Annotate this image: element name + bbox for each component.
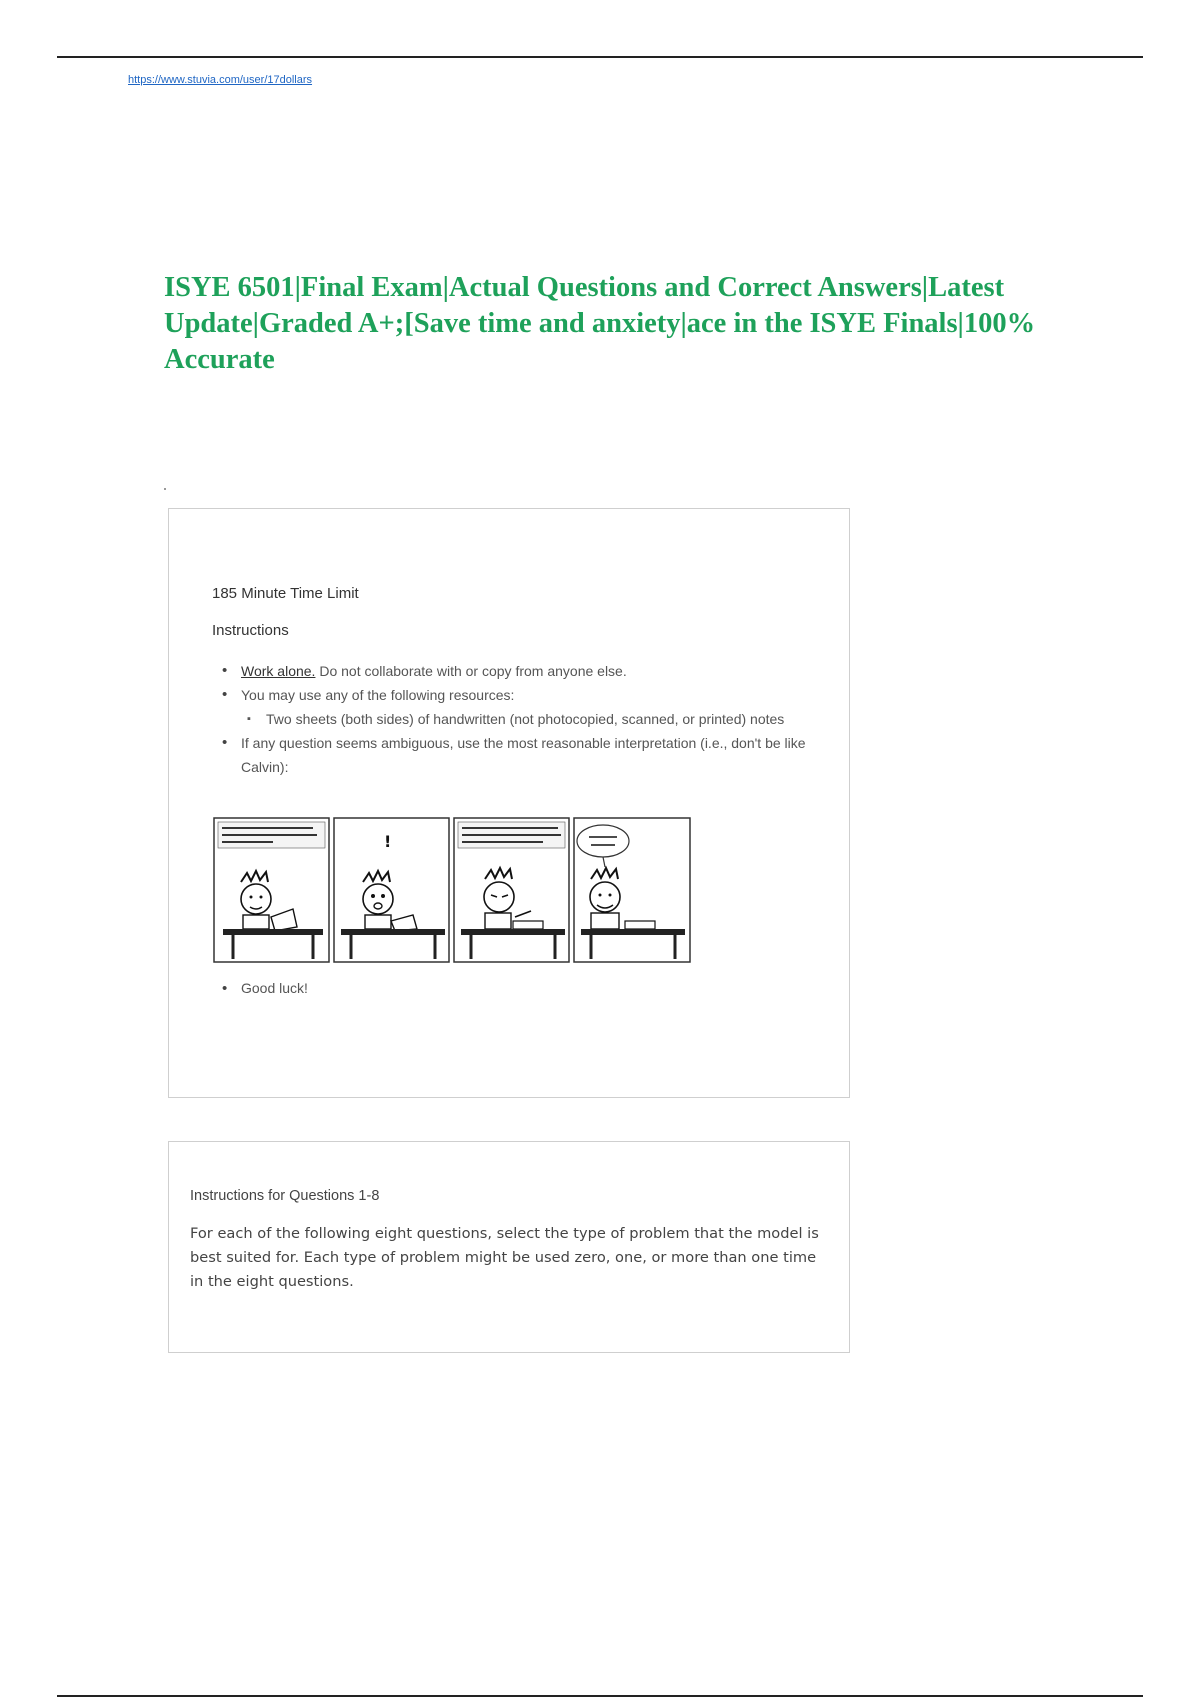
comic-panel-2 (334, 818, 449, 962)
comic-panel-3 (454, 818, 569, 962)
list-item-ambiguous: • If any question seems ambiguous, use the most reasonable interpretation (i.e., don't be like Calvin): (219, 731, 819, 779)
instructions-heading: Instructions (212, 622, 289, 639)
work-alone-link[interactable]: Work alone. (241, 663, 316, 679)
comic-panel-4 (574, 818, 690, 962)
questions-instructions-heading: Instructions for Questions 1-8 (190, 1188, 380, 1204)
svg-text:!: ! (384, 832, 392, 851)
list-item-work-alone (219, 659, 819, 683)
work-alone-text: Do not collaborate with or copy from anyone else. (315, 663, 627, 679)
exam-instructions-panel (168, 508, 850, 1098)
list-subitem-notes: ▪ Two sheets (both sides) of handwritten (not photocopied, scanned, or printed) notes (219, 707, 819, 731)
stray-dot (164, 488, 166, 490)
comic-panel-1 (214, 818, 329, 962)
bottom-rule (57, 1695, 1143, 1697)
good-luck-text: • Good luck! (219, 980, 308, 996)
calvin-comic-strip (213, 817, 691, 963)
instructions-list (219, 659, 819, 779)
document-title: ISYE 6501|Final Exam|Actual Questions and Correct Answers|Latest Update|Graded A+;[Save time and anxiety|ace in the ISYE Finals|100% Accurate (164, 272, 1036, 375)
top-rule (57, 56, 1143, 58)
time-limit-text: 185 Minute Time Limit (212, 585, 359, 602)
questions-instructions-panel (168, 1141, 850, 1353)
source-link[interactable]: https://www.stuvia.com/user/17dollars (128, 74, 313, 86)
list-item-resources: • You may use any of the following resources: (219, 683, 819, 707)
questions-instructions-body: For each of the following eight questions, select the type of problem that the model is best suited for. Each type of problem might be used zero, one, or more than one time in the eight questions. (190, 1225, 819, 1290)
